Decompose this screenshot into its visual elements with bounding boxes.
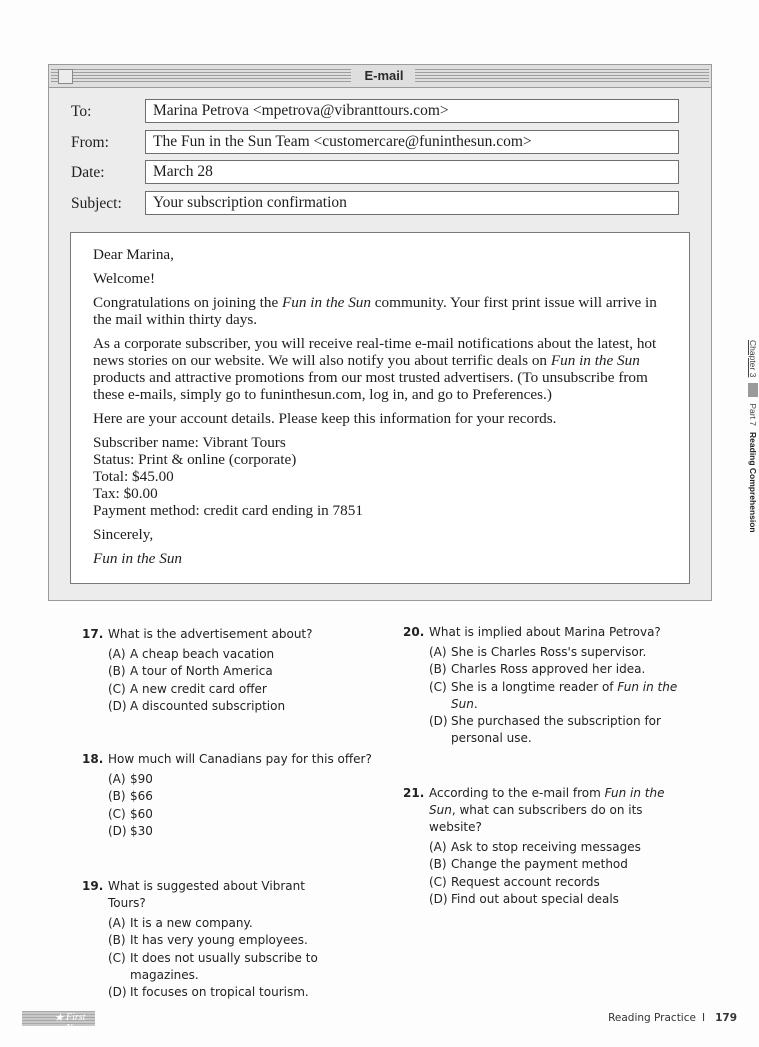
star-icon: ★	[54, 1012, 64, 1024]
option-b[interactable]: (B) It has very young employees.	[108, 933, 308, 948]
paragraph-3: Here are your account details. Please keep this information for your records.	[93, 410, 557, 427]
detail-total: Total: $45.00	[93, 468, 174, 485]
question-text: What is the advertisement about?	[108, 627, 313, 641]
option-a[interactable]: (A) It is a new company.	[108, 916, 253, 930]
question-text: How much will Canadians pay for this offer?	[108, 752, 372, 766]
question-number: 17.	[82, 627, 104, 641]
option-b[interactable]: (B) Charles Ross approved her idea.	[429, 662, 646, 677]
option-d[interactable]: (D) A discounted subscription	[108, 698, 286, 713]
paragraph-2: As a corporate subscriber, you will receive real-time e-mail notifications about the latest, hot news stories on our website. We will also notify you about terrific deals on Fun in the Sun products and attractive promotions from our most trusted advertisers. (To unsubscribe from these e-mails, simply go to funinthesun.com, log in, and go to Preferences.)	[93, 335, 657, 403]
option-d[interactable]: (D) Find out about special deals	[429, 891, 619, 906]
option-c[interactable]: (C) It does not usually subscribe to magazines.	[108, 950, 318, 982]
question-text: What is implied about Marina Petrova?	[429, 625, 661, 639]
account-details	[93, 434, 667, 519]
to-field[interactable]: Marina Petrova <mpetrova@vibranttours.com>	[145, 99, 679, 123]
question-number: 20.	[403, 625, 425, 639]
detail-status: Status: Print & online (corporate)	[93, 451, 297, 468]
date-field[interactable]: March 28	[145, 160, 679, 184]
paragraph-1: Congratulations on joining the Fun in the Sun community. Your first print issue will arrive in the mail within thirty days.	[93, 294, 657, 328]
email-body	[70, 232, 690, 584]
detail-tax: Tax: $0.00	[93, 485, 158, 502]
close-box-icon[interactable]	[58, 69, 73, 84]
option-a[interactable]: (A) Ask to stop receiving messages	[429, 840, 641, 854]
question-20	[403, 624, 693, 748]
option-b[interactable]: (B) A tour of North America	[108, 664, 273, 679]
titlebar-stripes	[51, 69, 351, 82]
from-label: From:	[71, 134, 109, 151]
question-19	[82, 878, 342, 1001]
option-c[interactable]: (C) She is a longtime reader of Fun in the Sun.	[429, 679, 678, 711]
page-number: 179	[715, 1012, 737, 1024]
subject-label: Subject:	[71, 195, 122, 212]
publisher-logo	[22, 1011, 95, 1034]
option-a[interactable]: (A) A cheap beach vacation	[108, 647, 275, 661]
option-a[interactable]: (A) $90	[108, 772, 153, 786]
question-18	[82, 751, 382, 840]
chapter-marker	[748, 383, 758, 397]
closing: Sincerely,	[93, 526, 154, 543]
detail-subscriber: Subscriber name: Vibrant Tours	[93, 434, 286, 451]
publisher-name: First News	[66, 1012, 88, 1034]
option-c[interactable]: (C) Request account records	[429, 874, 600, 889]
footer-separator: I	[701, 1012, 706, 1024]
chapter-label: Chapter 3	[748, 340, 758, 378]
titlebar-stripes	[415, 69, 709, 82]
window-title: E-mail	[364, 68, 404, 83]
welcome-line: Welcome!	[93, 270, 156, 287]
option-d[interactable]: (D) She purchased the subscription for personal use.	[429, 714, 661, 746]
option-d[interactable]: (D) It focuses on tropical tourism.	[108, 985, 309, 1000]
question-number: 18.	[82, 752, 104, 766]
question-text: What is suggested about Vibrant Tours?	[108, 879, 305, 910]
detail-payment: Payment method: credit card ending in 7851	[93, 502, 363, 519]
signature: Fun in the Sun	[93, 550, 183, 567]
option-d[interactable]: (D) $30	[108, 823, 153, 838]
option-c[interactable]: (C) A new credit card offer	[108, 681, 267, 696]
chapter-side-tab	[738, 340, 758, 540]
option-c[interactable]: (C) $60	[108, 806, 153, 821]
question-number: 21.	[403, 786, 425, 800]
email-window	[48, 64, 712, 601]
footer-section: Reading Practice	[608, 1012, 696, 1024]
option-b[interactable]: (B) Change the payment method	[429, 857, 628, 872]
question-21	[403, 785, 693, 908]
subject-field[interactable]: Your subscription confirmation	[145, 191, 679, 215]
part-label: Part 7	[748, 403, 758, 427]
email-titlebar	[49, 65, 711, 88]
to-label: To:	[71, 103, 92, 120]
question-17	[82, 626, 382, 715]
question-text: According to the e-mail from Fun in the Sun, what can subscribers do on its website?	[429, 786, 665, 834]
question-number: 19.	[82, 879, 104, 893]
page-footer	[608, 1012, 737, 1024]
option-a[interactable]: (A) She is Charles Ross's supervisor.	[429, 645, 647, 659]
section-label: Reading Comprehension	[748, 432, 758, 533]
greeting: Dear Marina,	[93, 246, 174, 263]
from-field[interactable]: The Fun in the Sun Team <customercare@funinthesun.com>	[145, 130, 679, 154]
date-label: Date:	[71, 164, 105, 181]
option-b[interactable]: (B) $66	[108, 789, 153, 804]
